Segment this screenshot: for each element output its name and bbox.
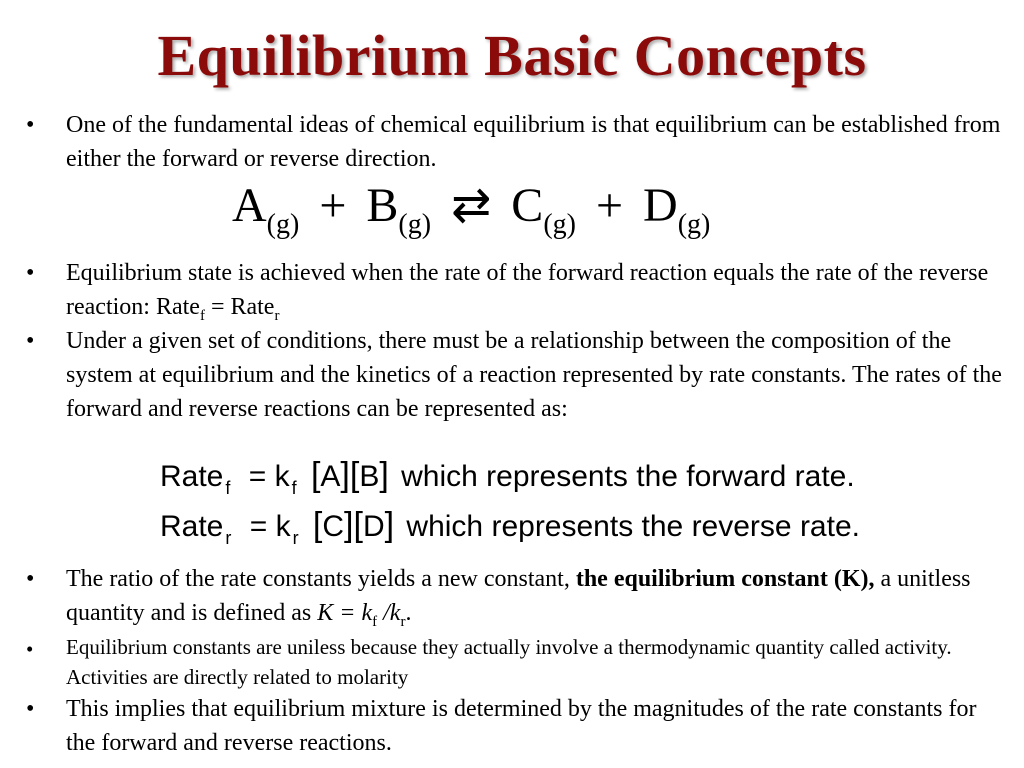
bullet-marker: •: [26, 637, 34, 661]
rate-constant: = k: [248, 460, 290, 493]
conc-d: D: [362, 510, 385, 543]
rate-reverse-desc: which represents the reverse rate.: [406, 510, 860, 543]
slide-title: Equilibrium Basic Concepts: [157, 23, 867, 88]
subscript-f: f: [372, 613, 378, 630]
rate-label: Rate: [160, 460, 224, 493]
conc-a: A: [320, 460, 341, 493]
bullet-marker: •: [26, 328, 35, 354]
plus-sign: +: [595, 179, 624, 232]
equilibrium-equation: [232, 176, 792, 248]
k-subscript: f: [291, 478, 297, 498]
bullet-text-2: [66, 256, 1006, 333]
conc-c: C: [322, 510, 345, 543]
rate-reverse-line: Rate $_r$ = k $_r$ [C][D] which represents the reverse rate.: [160, 506, 860, 548]
species-d: D: [643, 179, 678, 232]
bullet-marker: •: [26, 260, 35, 286]
conc-b: B: [359, 460, 380, 493]
bullet-marker: •: [26, 696, 35, 722]
subscript-r: r: [274, 307, 280, 324]
bullet-text-3: Under a given set of conditions, there must be a relationship between the composition of the system at equilibrium and the kinetics of a reaction represented by rate constants. The rates of the forward and reverse reactions can be represented as:: [66, 328, 1002, 422]
species-c: C: [511, 179, 544, 232]
rate-subscript: f: [225, 478, 231, 498]
phase-a: (g): [266, 209, 300, 240]
k-definition: K = k: [317, 600, 373, 626]
species-b: B: [366, 179, 399, 232]
phase-d: (g): [677, 209, 711, 240]
bullet-text-2b: = Rate: [204, 294, 275, 320]
rate-forward-line: Rate $_f$ = k $_f$ [A][B] which represents the forward rate.: [160, 456, 855, 498]
subscript-f: f: [199, 307, 205, 324]
phase-c: (g): [543, 209, 576, 240]
rate-constant: = k: [249, 510, 291, 543]
species-a: A: [232, 179, 267, 232]
bullet-marker: •: [26, 566, 35, 592]
k-subscript: r: [292, 528, 299, 548]
bullet-text-4: [66, 562, 1006, 639]
bullet-text-4b: a unitless quantity and is defined as: [66, 566, 971, 626]
k-slash: /k: [377, 600, 401, 626]
equilibrium-arrow-icon: ⇄: [451, 179, 492, 232]
bullet-text-4a: The ratio of the rate constants yields a new constant,: [66, 566, 576, 592]
rate-subscript: r: [225, 528, 232, 548]
bullet-text-4-bold: the equilibrium constant (K),: [575, 566, 875, 592]
rate-forward-desc: which represents the forward rate.: [401, 460, 855, 493]
bullet-text-6: This implies that equilibrium mixture is determined by the magnitudes of the rate constants for the forward and reverse reactions.: [66, 696, 977, 756]
subscript-r: r: [400, 613, 406, 630]
bullet-marker: •: [26, 112, 35, 138]
phase-b: (g): [398, 209, 432, 240]
period: .: [405, 600, 412, 626]
bullet-text-2a: Equilibrium state is achieved when the rate of the forward reaction equals the rate of the reverse reaction: Rate: [66, 260, 989, 320]
bullet-text-5: Equilibrium constants are uniless because they actually involve a thermodynamic quantity called activity. Activities are directly related to molarity: [66, 635, 952, 689]
bullet-text-1: One of the fundamental ideas of chemical equilibrium is that equilibrium can be established from either the forward or reverse direction.: [66, 112, 1001, 172]
rate-label: Rate: [160, 510, 224, 543]
plus-sign: +: [319, 179, 347, 232]
